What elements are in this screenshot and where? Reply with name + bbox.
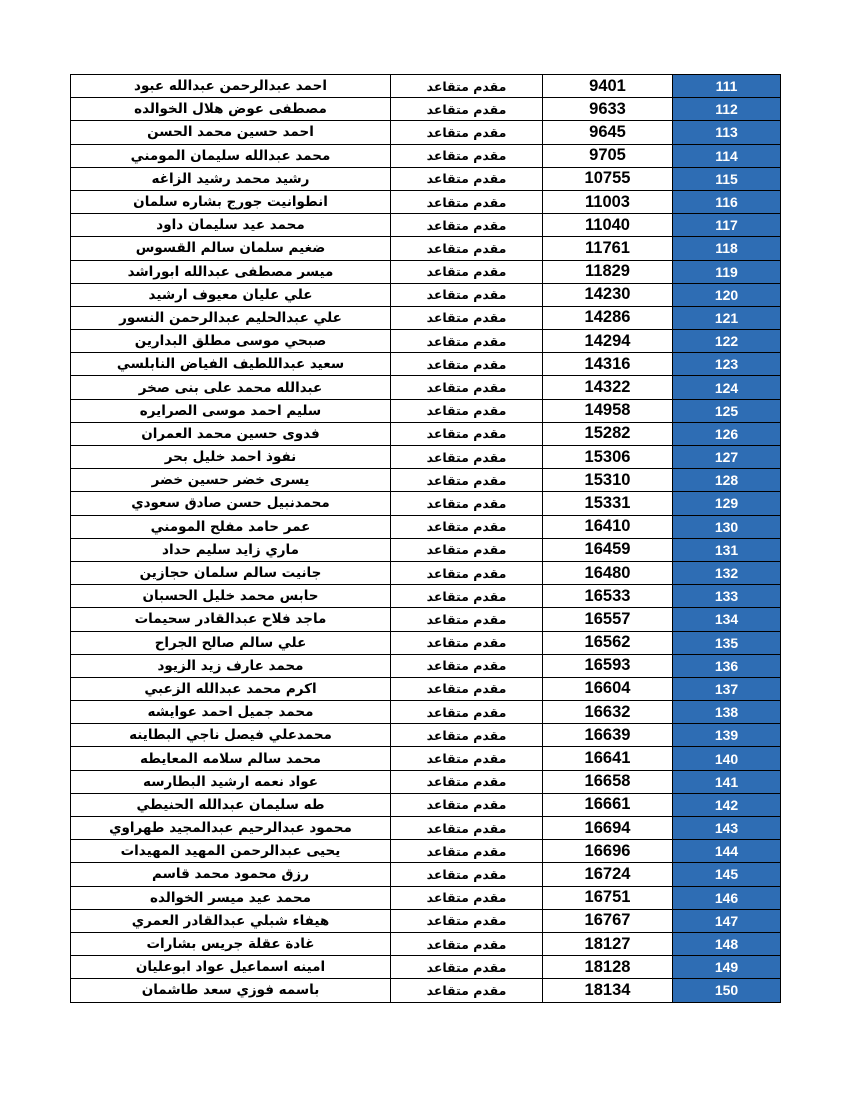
table-row (71, 701, 781, 724)
rank-cell: مقدم متقاعد (391, 492, 543, 515)
sequence-cell: 139 (673, 724, 781, 747)
number-cell: 11003 (543, 190, 673, 213)
table-row (71, 932, 781, 955)
rank-cell: مقدم متقاعد (391, 469, 543, 492)
sequence-cell: 111 (673, 75, 781, 98)
sequence-cell: 141 (673, 770, 781, 793)
sequence-cell: 144 (673, 840, 781, 863)
rank-cell: مقدم متقاعد (391, 654, 543, 677)
name-cell: محمدنبيل حسن صادق سعودي (71, 492, 391, 515)
rank-cell: مقدم متقاعد (391, 770, 543, 793)
number-cell: 16661 (543, 793, 673, 816)
rank-cell: مقدم متقاعد (391, 840, 543, 863)
number-cell: 9705 (543, 144, 673, 167)
rank-cell: مقدم متقاعد (391, 260, 543, 283)
table-row (71, 886, 781, 909)
sequence-cell: 120 (673, 283, 781, 306)
table-row (71, 167, 781, 190)
rank-cell: مقدم متقاعد (391, 561, 543, 584)
sequence-cell: 138 (673, 701, 781, 724)
table-row (71, 214, 781, 237)
number-cell: 16724 (543, 863, 673, 886)
number-cell: 16557 (543, 608, 673, 631)
rank-cell: مقدم متقاعد (391, 793, 543, 816)
table-row (71, 770, 781, 793)
number-cell: 15282 (543, 422, 673, 445)
rank-cell: مقدم متقاعد (391, 167, 543, 190)
table-row (71, 631, 781, 654)
number-cell: 16639 (543, 724, 673, 747)
number-cell: 9633 (543, 98, 673, 121)
table-row (71, 840, 781, 863)
table-row (71, 283, 781, 306)
number-cell: 9401 (543, 75, 673, 98)
table-row (71, 353, 781, 376)
name-cell: فدوى حسين محمد العمران (71, 422, 391, 445)
rank-cell: مقدم متقاعد (391, 724, 543, 747)
table-row (71, 863, 781, 886)
sequence-cell: 129 (673, 492, 781, 515)
table-row (71, 585, 781, 608)
sequence-cell: 118 (673, 237, 781, 260)
rank-cell: مقدم متقاعد (391, 75, 543, 98)
rank-cell: مقدم متقاعد (391, 283, 543, 306)
sequence-cell: 116 (673, 190, 781, 213)
sequence-cell: 127 (673, 446, 781, 469)
number-cell: 14294 (543, 330, 673, 353)
rank-cell: مقدم متقاعد (391, 422, 543, 445)
table-row (71, 654, 781, 677)
rank-cell: مقدم متقاعد (391, 956, 543, 979)
rank-cell: مقدم متقاعد (391, 376, 543, 399)
table-row (71, 492, 781, 515)
table-row (71, 538, 781, 561)
rank-cell: مقدم متقاعد (391, 817, 543, 840)
rank-cell: مقدم متقاعد (391, 863, 543, 886)
table-row (71, 515, 781, 538)
sequence-cell: 148 (673, 932, 781, 955)
sequence-cell: 117 (673, 214, 781, 237)
sequence-cell: 147 (673, 909, 781, 932)
number-cell: 16410 (543, 515, 673, 538)
name-cell: هيفاء شبلي عبدالقادر العمري (71, 909, 391, 932)
sequence-cell: 114 (673, 144, 781, 167)
rank-cell: مقدم متقاعد (391, 98, 543, 121)
name-cell: نفوذ احمد خليل بحر (71, 446, 391, 469)
name-cell: محمد عبدالله سليمان المومني (71, 144, 391, 167)
number-cell: 16696 (543, 840, 673, 863)
name-cell: صبحي موسى مطلق البدارين (71, 330, 391, 353)
name-cell: جانيت سالم سلمان حجازين (71, 561, 391, 584)
rank-cell: مقدم متقاعد (391, 585, 543, 608)
rank-cell: مقدم متقاعد (391, 399, 543, 422)
rank-cell: مقدم متقاعد (391, 353, 543, 376)
rank-cell: مقدم متقاعد (391, 538, 543, 561)
number-cell: 16459 (543, 538, 673, 561)
sequence-cell: 125 (673, 399, 781, 422)
name-cell: انطوانيت جورج بشاره سلمان (71, 190, 391, 213)
name-cell: محمد عارف زيد الزيود (71, 654, 391, 677)
number-cell: 16694 (543, 817, 673, 840)
number-cell: 11761 (543, 237, 673, 260)
name-cell: محمد عيد سليمان داود (71, 214, 391, 237)
table-row (71, 561, 781, 584)
name-cell: امينه اسماعيل عواد ابوعليان (71, 956, 391, 979)
name-cell: علي سالم صالح الجراح (71, 631, 391, 654)
table-row (71, 237, 781, 260)
number-cell: 11829 (543, 260, 673, 283)
number-cell: 14316 (543, 353, 673, 376)
sequence-cell: 145 (673, 863, 781, 886)
sequence-cell: 136 (673, 654, 781, 677)
number-cell: 16632 (543, 701, 673, 724)
number-cell: 9645 (543, 121, 673, 144)
name-cell: محمود عبدالرحيم عبدالمجيد طهراوي (71, 817, 391, 840)
name-cell: علي عليان معيوف ارشيد (71, 283, 391, 306)
table-row (71, 190, 781, 213)
number-cell: 16593 (543, 654, 673, 677)
sequence-cell: 112 (673, 98, 781, 121)
number-cell: 14958 (543, 399, 673, 422)
roster-body (71, 75, 781, 1003)
table-row (71, 817, 781, 840)
table-row (71, 677, 781, 700)
name-cell: علي عبدالحليم عبدالرحمن النسور (71, 306, 391, 329)
name-cell: محمدعلي فيصل ناجي البطاينه (71, 724, 391, 747)
sequence-cell: 122 (673, 330, 781, 353)
sequence-cell: 124 (673, 376, 781, 399)
sequence-cell: 130 (673, 515, 781, 538)
rank-cell: مقدم متقاعد (391, 214, 543, 237)
rank-cell: مقدم متقاعد (391, 701, 543, 724)
table-row (71, 979, 781, 1002)
table-row (71, 260, 781, 283)
name-cell: ميسر مصطفى عبدالله ابوراشد (71, 260, 391, 283)
sequence-cell: 123 (673, 353, 781, 376)
number-cell: 16641 (543, 747, 673, 770)
name-cell: اكرم محمد عبدالله الزعبي (71, 677, 391, 700)
number-cell: 16751 (543, 886, 673, 909)
name-cell: ضغيم سلمان سالم القسوس (71, 237, 391, 260)
table-row (71, 306, 781, 329)
table-row (71, 75, 781, 98)
sequence-cell: 126 (673, 422, 781, 445)
rank-cell: مقدم متقاعد (391, 608, 543, 631)
rank-cell: مقدم متقاعد (391, 330, 543, 353)
table-row (71, 98, 781, 121)
roster-table (70, 74, 781, 1003)
number-cell: 18128 (543, 956, 673, 979)
name-cell: محمد سالم سلامه المعايطه (71, 747, 391, 770)
table-row (71, 909, 781, 932)
table-row (71, 399, 781, 422)
number-cell: 14230 (543, 283, 673, 306)
number-cell: 18127 (543, 932, 673, 955)
sequence-cell: 121 (673, 306, 781, 329)
name-cell: عواد نعمه ارشيد البطارسه (71, 770, 391, 793)
number-cell: 15331 (543, 492, 673, 515)
number-cell: 10755 (543, 167, 673, 190)
name-cell: سليم احمد موسى الصرايره (71, 399, 391, 422)
sequence-cell: 133 (673, 585, 781, 608)
table-row (71, 608, 781, 631)
table-row (71, 793, 781, 816)
name-cell: رزق محمود محمد قاسم (71, 863, 391, 886)
table-row (71, 376, 781, 399)
number-cell: 16533 (543, 585, 673, 608)
rank-cell: مقدم متقاعد (391, 979, 543, 1002)
rank-cell: مقدم متقاعد (391, 747, 543, 770)
rank-cell: مقدم متقاعد (391, 237, 543, 260)
number-cell: 15310 (543, 469, 673, 492)
rank-cell: مقدم متقاعد (391, 144, 543, 167)
rank-cell: مقدم متقاعد (391, 306, 543, 329)
sequence-cell: 115 (673, 167, 781, 190)
number-cell: 15306 (543, 446, 673, 469)
name-cell: احمد حسين محمد الحسن (71, 121, 391, 144)
name-cell: يسرى خضر حسين خضر (71, 469, 391, 492)
sequence-cell: 135 (673, 631, 781, 654)
number-cell: 16604 (543, 677, 673, 700)
table-row (71, 121, 781, 144)
name-cell: ماري زايد سليم حداد (71, 538, 391, 561)
number-cell: 14286 (543, 306, 673, 329)
name-cell: محمد جميل احمد عوايشه (71, 701, 391, 724)
name-cell: رشيد محمد رشيد الزاغه (71, 167, 391, 190)
sequence-cell: 119 (673, 260, 781, 283)
number-cell: 16480 (543, 561, 673, 584)
rank-cell: مقدم متقاعد (391, 121, 543, 144)
name-cell: حابس محمد خليل الحسبان (71, 585, 391, 608)
table-row (71, 469, 781, 492)
table-row (71, 724, 781, 747)
sequence-cell: 128 (673, 469, 781, 492)
number-cell: 16562 (543, 631, 673, 654)
table-row (71, 446, 781, 469)
name-cell: باسمه فوزي سعد طاشمان (71, 979, 391, 1002)
sequence-cell: 134 (673, 608, 781, 631)
table-row (71, 144, 781, 167)
sequence-cell: 140 (673, 747, 781, 770)
name-cell: غادة عقلة جريس بشارات (71, 932, 391, 955)
table-row (71, 422, 781, 445)
name-cell: محمد عيد ميسر الخوالده (71, 886, 391, 909)
number-cell: 14322 (543, 376, 673, 399)
number-cell: 18134 (543, 979, 673, 1002)
rank-cell: مقدم متقاعد (391, 190, 543, 213)
number-cell: 11040 (543, 214, 673, 237)
table-row (71, 330, 781, 353)
sequence-cell: 142 (673, 793, 781, 816)
name-cell: مصطفى عوض هلال الخوالده (71, 98, 391, 121)
sequence-cell: 132 (673, 561, 781, 584)
rank-cell: مقدم متقاعد (391, 932, 543, 955)
rank-cell: مقدم متقاعد (391, 677, 543, 700)
name-cell: احمد عبدالرحمن عبدالله عبود (71, 75, 391, 98)
sequence-cell: 131 (673, 538, 781, 561)
name-cell: ماجد فلاح عبدالقادر سحيمات (71, 608, 391, 631)
rank-cell: مقدم متقاعد (391, 886, 543, 909)
number-cell: 16767 (543, 909, 673, 932)
name-cell: سعيد عبداللطيف الفياض النابلسي (71, 353, 391, 376)
rank-cell: مقدم متقاعد (391, 515, 543, 538)
rank-cell: مقدم متقاعد (391, 446, 543, 469)
table-row (71, 747, 781, 770)
sequence-cell: 113 (673, 121, 781, 144)
sequence-cell: 143 (673, 817, 781, 840)
sequence-cell: 149 (673, 956, 781, 979)
rank-cell: مقدم متقاعد (391, 631, 543, 654)
name-cell: عمر حامد مفلح المومني (71, 515, 391, 538)
table-row (71, 956, 781, 979)
sequence-cell: 146 (673, 886, 781, 909)
name-cell: يحيى عبدالرحمن المهيد المهيدات (71, 840, 391, 863)
sequence-cell: 150 (673, 979, 781, 1002)
rank-cell: مقدم متقاعد (391, 909, 543, 932)
number-cell: 16658 (543, 770, 673, 793)
sequence-cell: 137 (673, 677, 781, 700)
name-cell: طه سليمان عبدالله الحنيطي (71, 793, 391, 816)
name-cell: عبدالله محمد على بنى صخر (71, 376, 391, 399)
